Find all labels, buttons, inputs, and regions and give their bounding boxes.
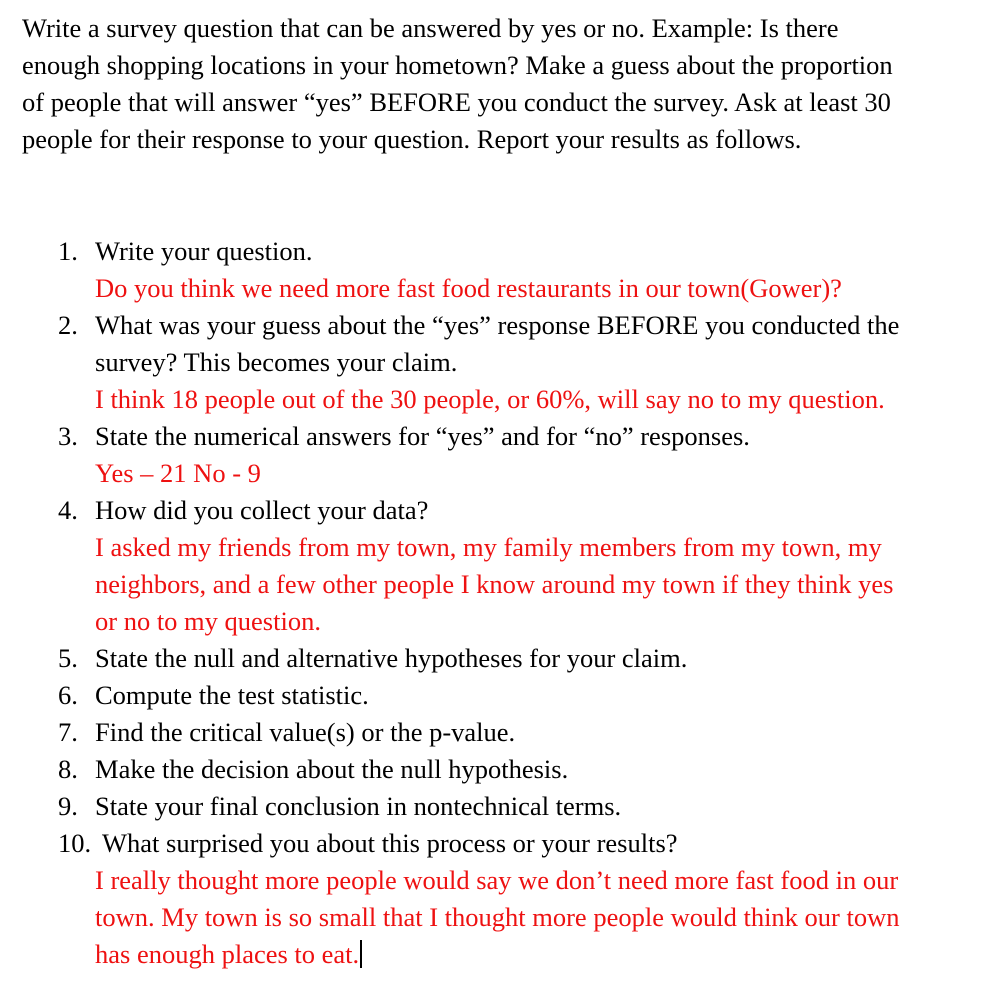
item-question — [95, 640, 992, 677]
question-line: survey? This becomes your claim. — [95, 347, 458, 377]
answer-line[interactable]: Do you think we need more fast food restaurants in our town(Gower)? — [95, 273, 842, 303]
item-question — [102, 825, 992, 862]
question-line: State your final conclusion in nontechnical terms. — [95, 791, 622, 821]
list-item — [0, 677, 992, 714]
intro-line: of people that will answer “yes” BEFORE you conduct the survey. Ask at least 30 — [22, 87, 891, 117]
item-number: 2. — [58, 310, 78, 340]
list-item — [0, 492, 992, 640]
question-line: Make the decision about the null hypothesis. — [95, 754, 569, 784]
list-item — [0, 825, 992, 973]
item-number: 7. — [58, 717, 78, 747]
item-question — [95, 418, 992, 455]
question-line: What surprised you about this process or your results? — [102, 828, 678, 858]
list-item — [0, 714, 992, 751]
answer-line[interactable]: I asked my friends from my town, my family members from my town, my — [95, 532, 882, 562]
answer-line[interactable]: I think 18 people out of the 30 people, or 60%, will say no to my question. — [95, 384, 885, 414]
item-number: 6. — [58, 680, 78, 710]
item-answer[interactable] — [95, 862, 992, 973]
item-question — [95, 788, 992, 825]
question-line: What was your guess about the “yes” response BEFORE you conducted the — [95, 310, 900, 340]
item-question — [95, 714, 992, 751]
question-line: Compute the test statistic. — [95, 680, 369, 710]
list-item — [0, 788, 992, 825]
intro-paragraph — [22, 10, 972, 158]
answer-line-text[interactable]: has enough places to eat. — [95, 939, 360, 969]
list-item — [0, 640, 992, 677]
item-number: 9. — [58, 791, 78, 821]
item-number: 10. — [58, 828, 92, 858]
item-question — [95, 233, 992, 270]
answer-line-last[interactable] — [95, 936, 992, 973]
answer-line[interactable]: Yes – 21 No - 9 — [95, 458, 261, 488]
question-line: Write your question. — [95, 236, 313, 266]
question-list — [0, 233, 992, 973]
question-line: State the numerical answers for “yes” and for “no” responses. — [95, 421, 750, 451]
item-answer[interactable] — [95, 381, 992, 418]
item-question — [95, 307, 992, 381]
item-number: 5. — [58, 643, 78, 673]
item-number: 1. — [58, 236, 78, 266]
item-question — [95, 492, 992, 529]
list-item — [0, 418, 992, 492]
list-item — [0, 751, 992, 788]
intro-line: Write a survey question that can be answered by yes or no. Example: Is there — [22, 13, 839, 43]
question-line: Find the critical value(s) or the p-value. — [95, 717, 516, 747]
answer-line[interactable]: I really thought more people would say we don’t need more fast food in our — [95, 865, 899, 895]
question-line: State the null and alternative hypotheses for your claim. — [95, 643, 688, 673]
answer-line[interactable]: town. My town is so small that I thought more people would think our town — [95, 902, 900, 932]
item-question — [95, 751, 992, 788]
item-number: 8. — [58, 754, 78, 784]
item-question — [95, 677, 992, 714]
text-cursor — [360, 940, 362, 968]
answer-line[interactable]: neighbors, and a few other people I know around my town if they think yes — [95, 569, 894, 599]
item-answer[interactable] — [95, 529, 992, 640]
intro-line: people for their response to your question. Report your results as follows. — [22, 124, 802, 154]
list-item — [0, 233, 992, 307]
list-item — [0, 307, 992, 418]
item-answer[interactable] — [95, 455, 992, 492]
answer-line[interactable]: or no to my question. — [95, 606, 321, 636]
item-number: 3. — [58, 421, 78, 451]
intro-line: enough shopping locations in your hometown? Make a guess about the proportion — [22, 50, 893, 80]
item-answer[interactable] — [95, 270, 992, 307]
item-number: 4. — [58, 495, 78, 525]
question-line: How did you collect your data? — [95, 495, 429, 525]
